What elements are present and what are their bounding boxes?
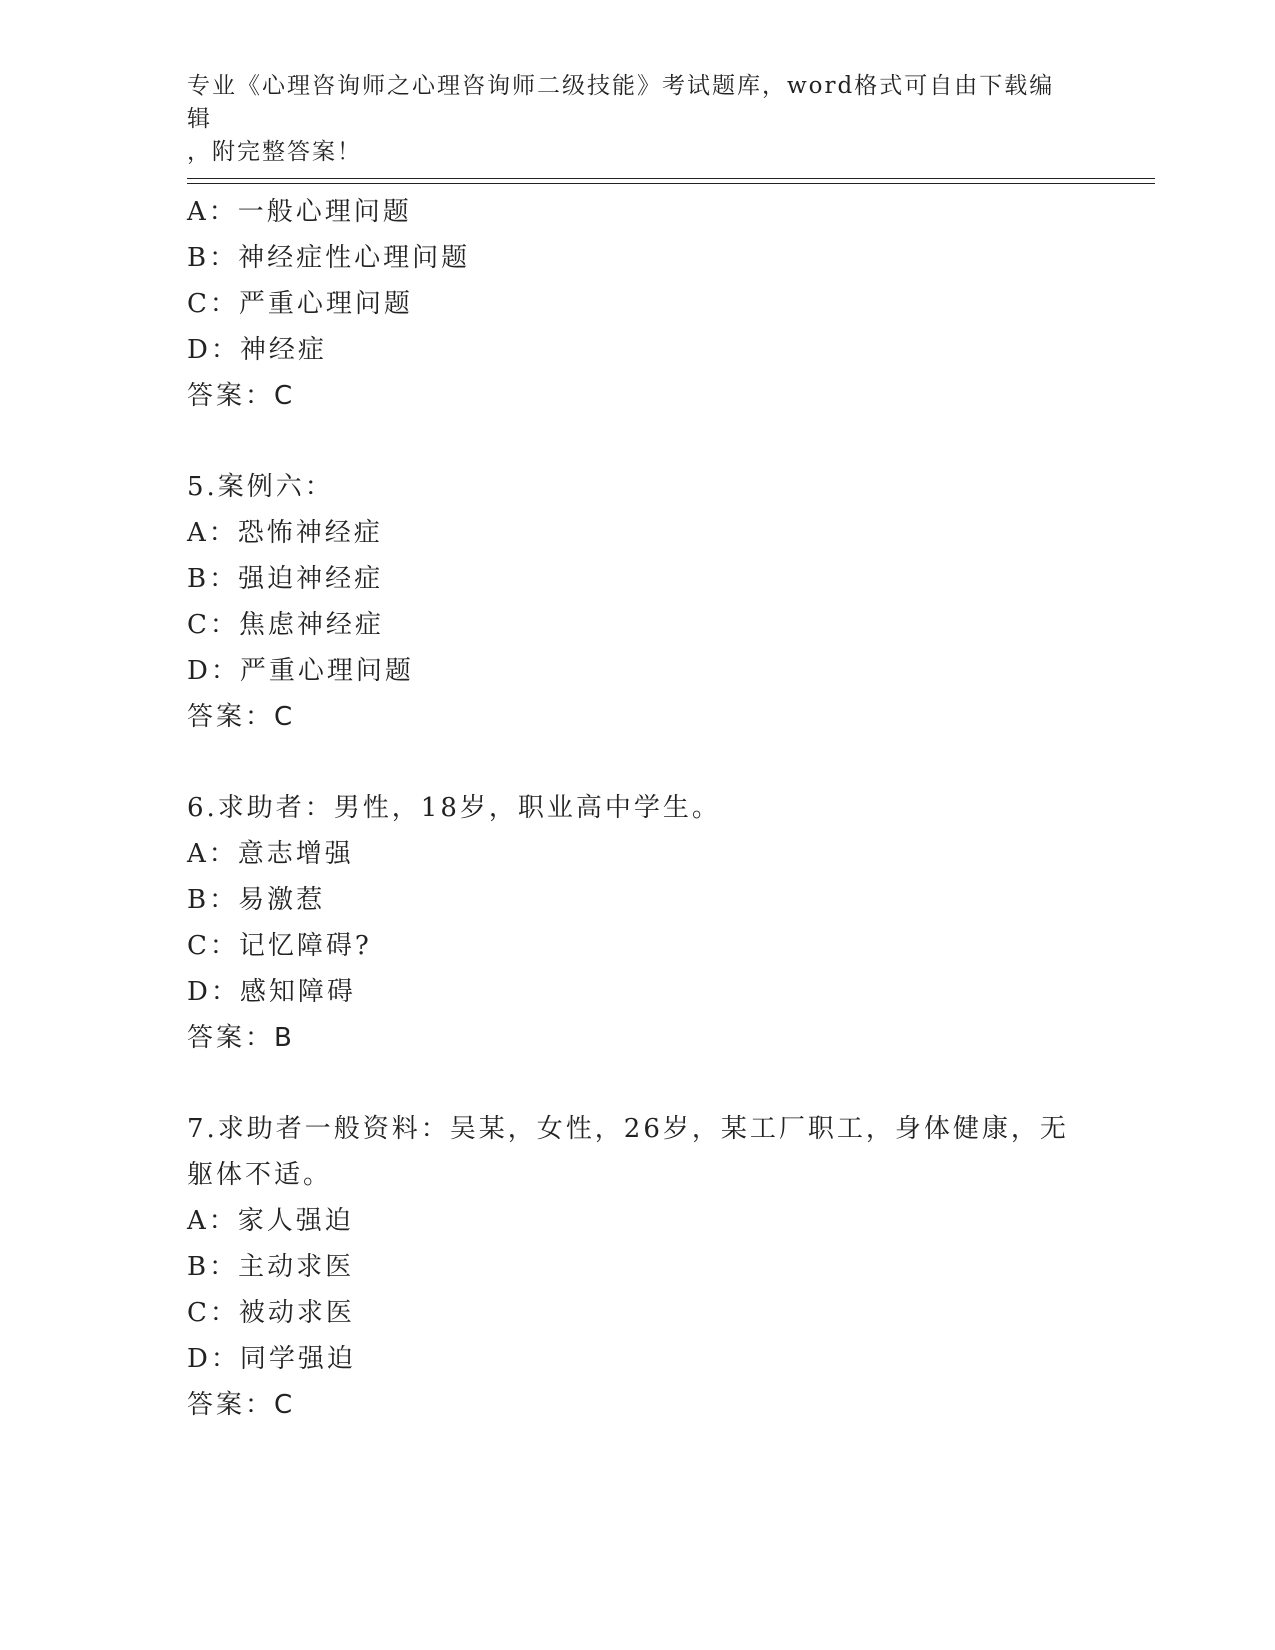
option-a: A：恐怖神经症 (187, 518, 383, 548)
answer-line: 答案：B (187, 1023, 295, 1053)
question-stem: 5.案例六： (187, 472, 334, 502)
document-header (187, 70, 1067, 169)
option-b: B：易激惹 (187, 885, 326, 915)
question-6 (187, 785, 1087, 1061)
question-5 (187, 464, 1087, 740)
option-b: B：主动求医 (187, 1252, 355, 1282)
option-c: C：记忆障碍? (187, 931, 372, 961)
option-d: D：神经症 (187, 335, 327, 365)
question-7 (187, 1106, 1087, 1428)
option-d: D：感知障碍 (187, 977, 356, 1007)
question-stem: 6.求助者：男性，18岁，职业高中学生。 (187, 793, 721, 823)
option-c: C：焦虑神经症 (187, 610, 384, 640)
question-stem-line-2: 躯体不适。 (187, 1160, 333, 1190)
header-line-2: ，附完整答案！ (187, 139, 362, 165)
option-d: D：同学强迫 (187, 1344, 356, 1374)
answer-line: 答案：C (187, 381, 296, 411)
option-d: D：严重心理问题 (187, 656, 414, 686)
option-b: B：神经症性心理问题 (187, 243, 471, 273)
header-rule-bottom (187, 183, 1155, 184)
option-c: C：严重心理问题 (187, 289, 413, 319)
answer-line: 答案：C (187, 702, 296, 732)
option-a: A：家人强迫 (187, 1206, 354, 1236)
header-rule-top (187, 178, 1155, 179)
option-c: C：被动求医 (187, 1298, 355, 1328)
question-stem-line-1: 7.求助者一般资料：吴某，女性，26岁，某工厂职工，身体健康，无 (187, 1114, 1069, 1144)
answer-line: 答案：C (187, 1390, 296, 1420)
header-line-1: 专业《心理咨询师之心理咨询师二级技能》考试题库，word格式可自由下载编辑 (187, 73, 1055, 132)
option-a: A：一般心理问题 (187, 197, 412, 227)
question-list (187, 189, 1087, 1428)
option-a: A：意志增强 (187, 839, 354, 869)
option-b: B：强迫神经症 (187, 564, 384, 594)
question-4 (187, 189, 1087, 419)
